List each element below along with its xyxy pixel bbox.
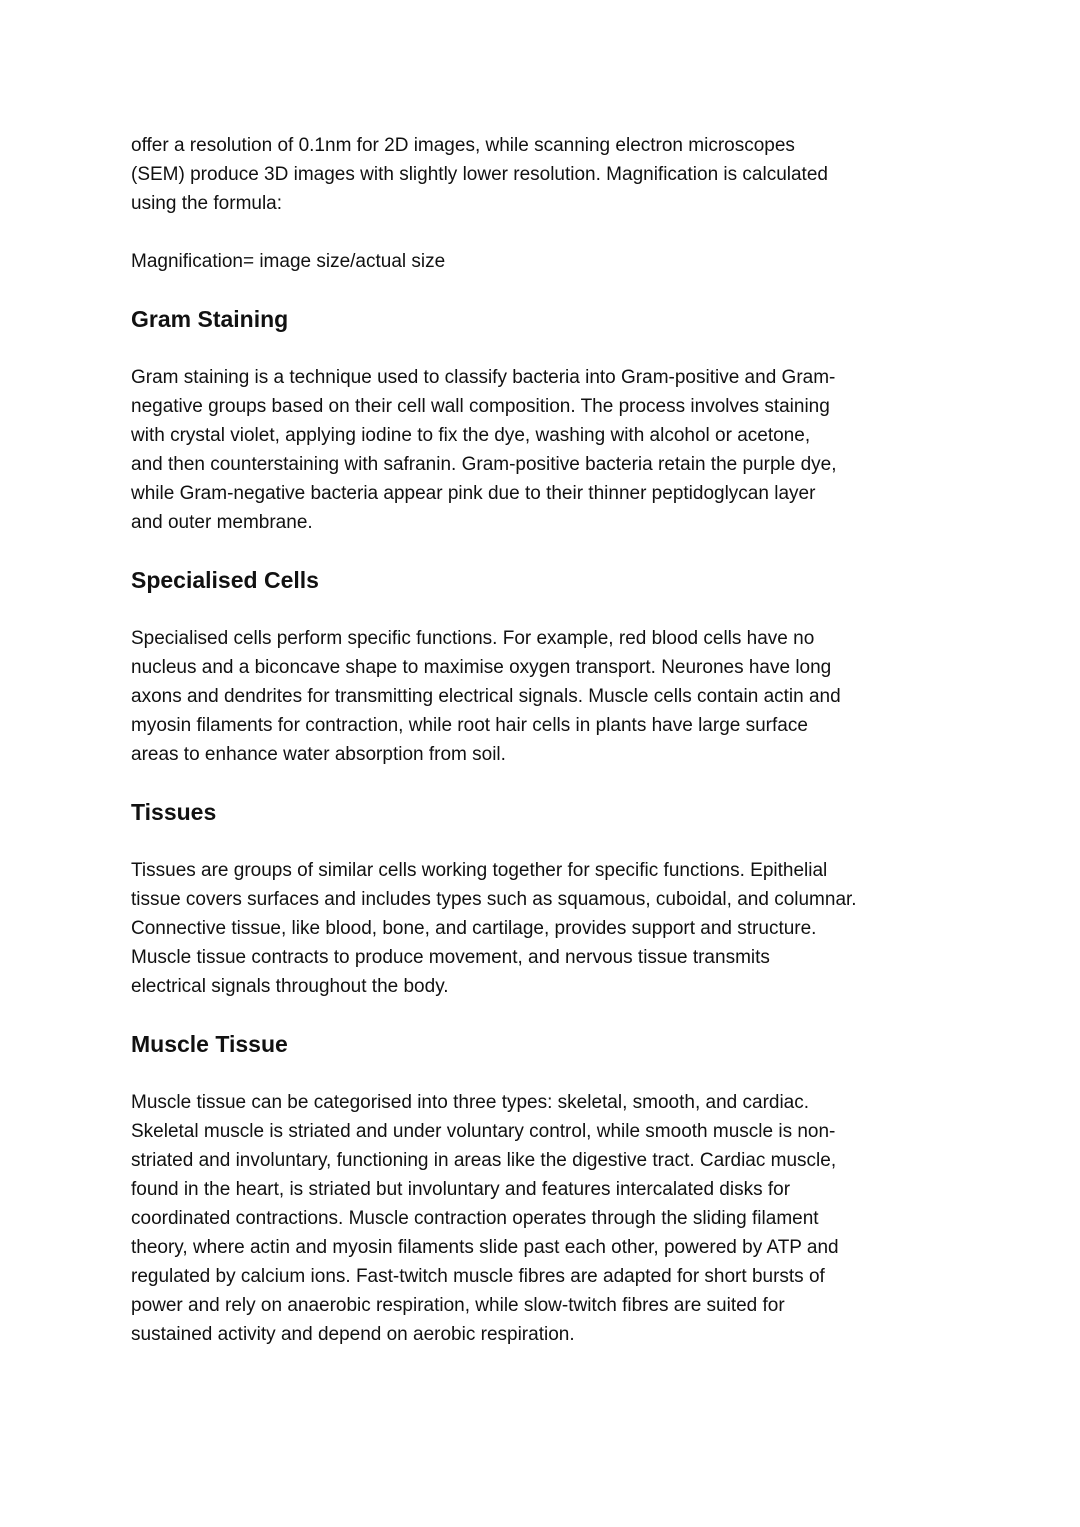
section-muscle-tissue <box>131 1001 1020 1349</box>
text-line: nucleus and a biconcave shape to maximise oxygen transport. Neurones have long <box>131 657 832 678</box>
section-heading: Specialised Cells <box>131 567 319 593</box>
document-page <box>131 131 1020 1349</box>
text-line: axons and dendrites for transmitting electrical signals. Muscle cells contain actin and <box>131 686 841 707</box>
text-line: Tissues are groups of similar cells working together for specific functions. Epithelial <box>131 860 828 881</box>
section-heading: Gram Staining <box>131 306 289 332</box>
text-line: with crystal violet, applying iodine to fix the dye, washing with alcohol or acetone, <box>131 425 811 446</box>
text-line: Connective tissue, like blood, bone, and cartilage, provides support and structure. <box>131 918 817 939</box>
section-specialised-cells <box>131 537 1020 769</box>
text-line: power and rely on anaerobic respiration, while slow-twitch fibres are suited for <box>131 1295 785 1316</box>
text-line: negative groups based on their cell wall composition. The process involves staining <box>131 396 830 417</box>
text-line: while Gram-negative bacteria appear pink due to their thinner peptidoglycan layer <box>131 483 816 504</box>
text-line: areas to enhance water absorption from soil. <box>131 744 506 765</box>
text-line: tissue covers surfaces and includes types such as squamous, cuboidal, and columnar. <box>131 889 857 910</box>
text-line: myosin filaments for contraction, while root hair cells in plants have large surface <box>131 715 808 736</box>
text-line: and outer membrane. <box>131 512 313 533</box>
text-line: coordinated contractions. Muscle contraction operates through the sliding filament <box>131 1208 819 1229</box>
text-line: Gram staining is a technique used to classify bacteria into Gram-positive and Gram- <box>131 367 836 388</box>
text-line: theory, where actin and myosin filaments slide past each other, powered by ATP and <box>131 1237 839 1258</box>
text-line: electrical signals throughout the body. <box>131 976 449 997</box>
magnification-formula: Magnification= image size/actual size <box>131 251 446 272</box>
text-line: and then counterstaining with safranin. Gram-positive bacteria retain the purple dye, <box>131 454 837 475</box>
text-line: Specialised cells perform specific functions. For example, red blood cells have no <box>131 628 815 649</box>
section-heading: Muscle Tissue <box>131 1031 288 1057</box>
text-line: offer a resolution of 0.1nm for 2D images, while scanning electron microscopes <box>131 135 795 156</box>
text-line: (SEM) produce 3D images with slightly lower resolution. Magnification is calculated <box>131 164 828 185</box>
text-line: Muscle tissue contracts to produce movement, and nervous tissue transmits <box>131 947 770 968</box>
text-line: regulated by calcium ions. Fast-twitch muscle fibres are adapted for short bursts of <box>131 1266 825 1287</box>
text-line: found in the heart, is striated but involuntary and features intercalated disks for <box>131 1179 791 1200</box>
section-paragraph <box>131 1088 1020 1349</box>
text-line: using the formula: <box>131 193 283 214</box>
section-paragraph <box>131 856 1020 1001</box>
text-line: Muscle tissue can be categorised into three types: skeletal, smooth, and cardiac. <box>131 1092 810 1113</box>
section-tissues <box>131 769 1020 1001</box>
section-heading: Tissues <box>131 799 217 825</box>
text-line: Skeletal muscle is striated and under voluntary control, while smooth muscle is non- <box>131 1121 836 1142</box>
text-line: striated and involuntary, functioning in areas like the digestive tract. Cardiac muscle, <box>131 1150 837 1171</box>
section-paragraph <box>131 624 1020 769</box>
intro-paragraph <box>131 131 1020 218</box>
section-gram-staining <box>131 276 1020 537</box>
section-paragraph <box>131 363 1020 537</box>
text-line: sustained activity and depend on aerobic respiration. <box>131 1324 575 1345</box>
